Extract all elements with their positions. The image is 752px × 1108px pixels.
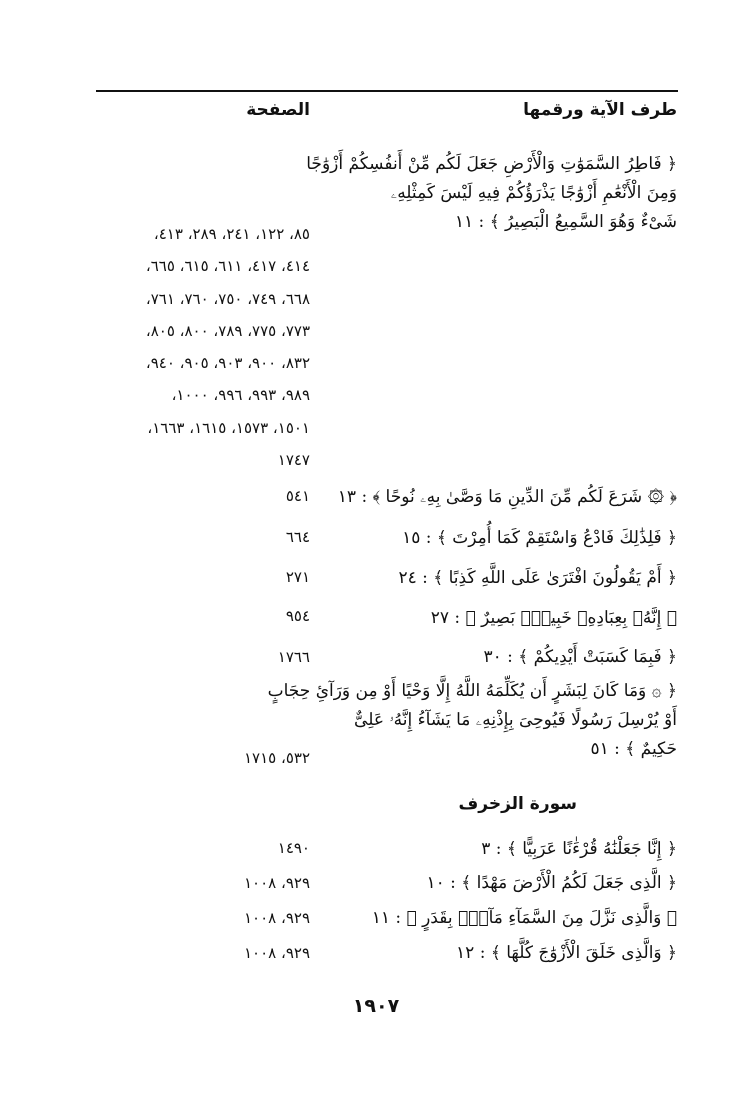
verse-line: ﴿ ۞ شَرَعَ لَكُم مِّنَ الدِّينِ مَا وَصَّىٰ بِهِۦ نُوحًا ﴾ : ١٣ (337, 487, 677, 507)
verse-line: ﴿ وَالَّذِى نَزَّلَ مِنَ السَّمَآءِ مَآءًۢ بِقَدَرٍ ﴾ : ١١ (371, 908, 677, 928)
ayah-column-header: طرف الآية ورقمها (523, 100, 677, 120)
page-refs (50, 832, 310, 864)
verse-entry (337, 604, 677, 633)
page-refs (50, 521, 310, 553)
verse-line: حَكِيمٌ ﴾ : ٥١ (590, 739, 677, 759)
verse-line: ﴿ وَالَّذِى خَلَقَ الْأَزْوَٰجَ كُلَّهَا ﴾ : ١٢ (456, 943, 677, 963)
verse-entry (337, 869, 677, 898)
page-refs (50, 641, 310, 673)
page-ref-line: ٥٤١ (285, 487, 310, 505)
page-ref-line: ٥٣٢، ١٧١٥ (243, 749, 310, 767)
header-rule (96, 90, 678, 92)
page-ref-line: ٩٢٩، ١٠٠٨ (243, 909, 310, 927)
verse-line: ﴿ الَّذِى جَعَلَ لَكُمُ الْأَرْضَ مَهْدًا ﴾ : ١٠ (426, 873, 677, 893)
verse-entry (337, 524, 677, 553)
verse-line: ﴿ أَمْ يَقُولُونَ افْتَرَىٰ عَلَى اللَّهِ كَذِبًا ﴾ : ٢٤ (398, 568, 677, 588)
page-ref-line: ٩٥٤ (285, 607, 310, 625)
verse-entry (337, 939, 677, 968)
page-refs (50, 600, 310, 632)
verse-line: ﴿ فَاطِرُ السَّمَوَٰتِ وَالْأَرْضِ جَعَلَ لَكُم مِّنْ أَنفُسِكُمْ أَزْوَٰجًا (306, 154, 677, 174)
page-ref-line: ٧٧٣، ٧٧٥، ٧٨٩، ٨٠٠، ٨٠٥، (145, 321, 310, 340)
page-ref-line: ١٧٦٦ (277, 648, 310, 666)
page-number: ١٩٠٧ (352, 995, 400, 1017)
page-ref-line: ٩٨٩، ٩٩٣، ٩٩٦، ١٠٠٠، (171, 386, 310, 405)
page-ref-line: ٩٢٩، ١٠٠٨ (243, 944, 310, 962)
page-ref-line: ٦٦٤ (285, 528, 310, 546)
page-column-header: الصفحة (246, 100, 310, 120)
verse-line: ﴿ ۞ وَمَا كَانَ لِبَشَرٍ أَن يُكَلِّمَهُ اللَّهُ إِلَّا وَحْيًا أَوْ مِن وَرَآئِ حِجَابٍ (267, 681, 677, 701)
verse-entry (337, 483, 677, 512)
verse-line: وَمِنَ الْأَنْعَٰمِ أَزْوَٰجًا يَذْرَؤُكُمْ فِيهِ لَيْسَ كَمِثْلِهِۦ (390, 183, 677, 203)
page-refs (50, 218, 310, 476)
surah-heading: سورة الزخرف (458, 794, 577, 814)
page-refs (50, 867, 310, 899)
verse-entry (337, 564, 677, 593)
verse-entry (337, 643, 677, 672)
verse-line: ﴿ إِنَّهُۥ بِعِبَادِهِۦ خَبِيرٌۢ بَصِيرٌ ﴾ : ٢٧ (430, 608, 677, 628)
page-refs (50, 902, 310, 934)
verse-entry (337, 904, 677, 933)
page-ref-line: ١٤٩٠ (277, 839, 310, 857)
verse-line: ﴿ إِنَّا جَعَلْنَٰهُ قُرْءَٰنًا عَرَبِيًّا ﴾ : ٣ (481, 839, 677, 859)
page-refs (50, 742, 310, 774)
verse-line: شَىْءٌ وَهُوَ السَّمِيعُ الْبَصِيرُ ﴾ : ١١ (454, 212, 677, 232)
page-ref-line: ١٧٤٧ (277, 451, 310, 470)
verse-line: ﴿ فَلِذَٰلِكَ فَادْعُ وَاسْتَقِمْ كَمَا أُمِرْتَ ﴾ : ١٥ (402, 528, 677, 548)
verse-line: ﴿ فَبِمَا كَسَبَتْ أَيْدِيكُمْ ﴾ : ٣٠ (483, 647, 677, 667)
verse-line: أَوْ يُرْسِلَ رَسُولًا فَيُوحِىَ بِإِذْنِهِۦ مَا يَشَآءُ إِنَّهُۥ عَلِىٌّ (354, 710, 677, 730)
page-refs (50, 937, 310, 969)
page-ref-line: ٦٦٨، ٧٤٩، ٧٥٠، ٧٦٠، ٧٦١، (145, 289, 310, 308)
page-ref-line: ١٥٠١، ١٥٧٣، ١٦١٥، ١٦٦٣، (147, 418, 310, 437)
page-ref-line: ٨٥، ١٢٢، ٢٤١، ٢٨٩، ٤١٣، (153, 225, 310, 243)
verse-entry (337, 835, 677, 864)
page-ref-line: ٩٢٩، ١٠٠٨ (243, 874, 310, 892)
page-ref-line: ٢٧١ (285, 568, 310, 586)
page-ref-line: ٨٣٢، ٩٠٠، ٩٠٣، ٩٠٥، ٩٤٠، (145, 354, 310, 373)
page-refs (50, 480, 310, 512)
verse-entry (306, 150, 677, 237)
page-ref-line: ٤١٤، ٤١٧، ٦١١، ٦١٥، ٦٦٥، (145, 257, 310, 276)
page-refs (50, 561, 310, 593)
